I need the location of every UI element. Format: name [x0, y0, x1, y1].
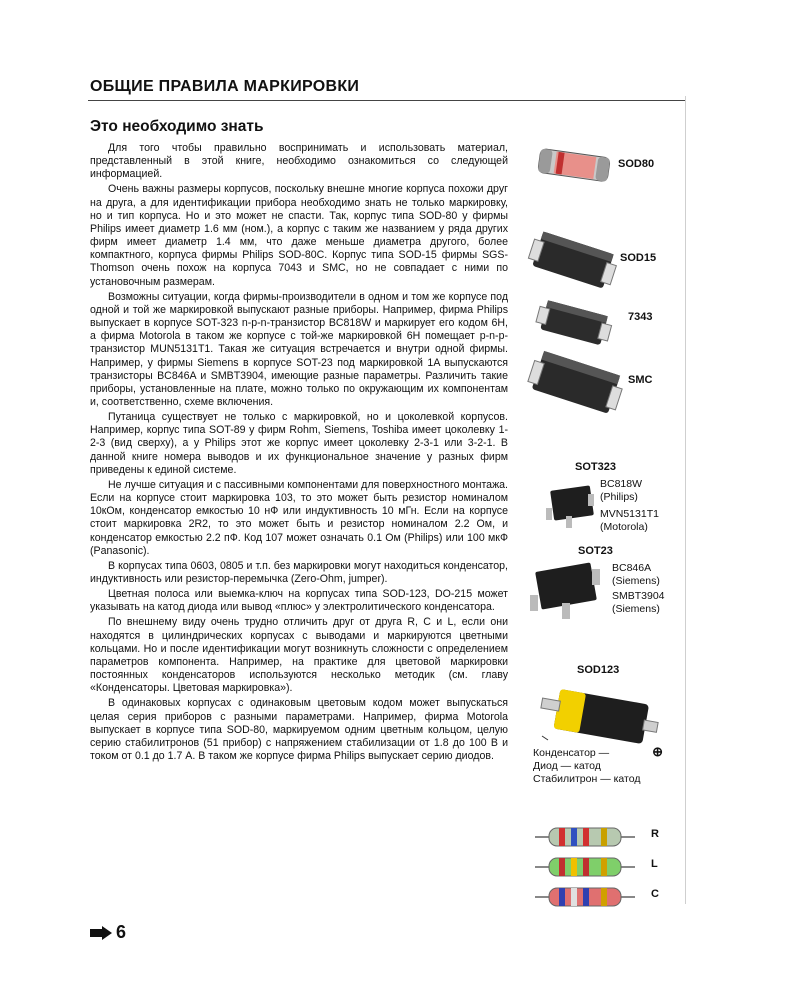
- sot323-part: MVN5131T1: [600, 508, 659, 520]
- sod123-note-capacitor: Конденсатор — ⊕: [533, 744, 663, 759]
- page-number: [90, 922, 126, 943]
- sot323-maker: (Philips): [600, 491, 638, 503]
- resistor-r-label: R: [651, 828, 659, 840]
- inductor-l-label: L: [651, 858, 658, 870]
- page-margin-rule: [685, 96, 686, 904]
- paragraph: Возможны ситуации, когда фирмы-производители в одном и том же корпусе под одной и той же маркировкой выпускают разные приборы. Например, фирма Philips выпускает в корпусе SOT-323 n-p-n-транзистор BC818W и маркирует его кодом 6H, а фирма Motorola в таком же корпусе с той-же маркировкой 6H помещает p-n-p-транзистор MUN5131T1. Такая же ситуация встречается и внутри одной фирмы. Например, у фирмы Siemens в корпусе SOT-23 под маркировкой 1A выпускаются транзисторы BC846A и SMBT3904, имеющие разные параметры. Различить такие приборы, установленные на плате, можно только по окружающим их компонентам и, соответственно, схеме включения.: [90, 290, 508, 408]
- plus-icon: ⊕: [652, 744, 663, 759]
- inductor-l-image: [535, 856, 635, 878]
- 7343-package-image: [535, 298, 615, 348]
- sod80-label: SOD80: [618, 158, 655, 170]
- sot323-maker: (Motorola): [600, 521, 648, 533]
- sod123-note-zener: Стабилитрон — катод: [533, 773, 641, 785]
- sot323-package-image: [540, 478, 600, 538]
- sod123-label: SOD123: [577, 664, 620, 676]
- sod80-package-image: [535, 145, 615, 190]
- page-title: ОБЩИЕ ПРАВИЛА МАРКИРОВКИ: [90, 78, 360, 95]
- paragraph: Цветная полоса или выемка-ключ на корпусах типа SOD-123, DO-215 может указывать на катод диода или вывод «плюс» у электролитического конденсатора.: [90, 588, 508, 614]
- sod15-package-image: [528, 230, 618, 290]
- sot23-part: SMBT3904: [612, 590, 665, 602]
- paragraph: Путаница существует не только с маркировкой, но и цоколевкой корпусов. Например, корпус типа SOT-89 у фирм Rohm, Siemens, Toshiba имеет цоколевку 1-2-3 (вид сверху), а у Philips этот же корпус имеет цоколевку 2-3-1 или 3-2-1. В данной книге номера выводов и их функциональное значение у разных фирм приведены к единой системе.: [90, 411, 508, 476]
- paragraph: В одинаковых корпусах с одинаковым цветовым кодом может выпускаться целая серия приборов с разными параметрами. Например, фирма Motorola выпускает в корпусе типа SOD-80, маркируемом одним цветным кольцом, целую серию стабилитронов (51 прибор) с напряжением стабилизации от 1.8 до 100 В и током от 0.1 до 1.7 А. В таком же корпусе фирма Philips выпускает серию диодов.: [90, 697, 508, 763]
- paragraph: Очень важны размеры корпусов, поскольку внешне многие корпуса похожи друг на друга, а для идентификации прибора необходимо знать не только маркировку, но и тип корпуса. Но и это может не спасти. Так, корпус типа SOD-80 у фирмы Philips имеет диаметр 1.6 мм (ном.), а корпус с таким же названием у ряда других фирм имеет диаметр 1.4 мм, что даже меньше диаметра другого, более компактного, корпуса фирмы Philips SOD-80C. Корпус типа SOD-15 фирмы SGS-Thomson очень похож на корпуса 7043 и SMC, но не совпадает с ними по установочным размерам.: [90, 183, 508, 288]
- 7343-label: 7343: [628, 311, 653, 323]
- arrow-right-icon: [90, 926, 112, 940]
- sod15-label: SOD15: [620, 252, 657, 264]
- sot323-part: BC818W: [600, 478, 643, 490]
- sod123-note-diode: Диод — катод: [533, 760, 601, 772]
- capacitor-c-label: C: [651, 888, 659, 900]
- resistor-r-image: [535, 826, 635, 848]
- section-subtitle: Это необходимо знать: [90, 118, 264, 135]
- sot23-label: SOT23: [578, 545, 613, 557]
- sod123-notes: [533, 745, 663, 786]
- page-number-value: 6: [116, 922, 127, 942]
- sot23-maker: (Siemens): [612, 575, 660, 587]
- sot23-package-image: [522, 555, 607, 625]
- body-text: [90, 142, 508, 765]
- sot23-maker: (Siemens): [612, 603, 660, 615]
- sot323-part-list: [600, 478, 659, 534]
- paragraph: Для того чтобы правильно воспринимать и использовать материал, представленный в этой книге, необходимо ознакомиться со следующей информацией.: [90, 142, 508, 181]
- paragraph: Не лучше ситуация и с пассивными компонентами для поверхностного монтажа. Если на корпусе стоит маркировка 103, то это может быть резистор номиналом 10кОм, конденсатор емкостью 10 нФ или индуктивность 10 мГн. Если на корпусе стоит маркировка 2R2, то это может быть и резистор номиналом 2.2 Ом, и конденсатор емкостью 2.2 пФ. Код 107 может означать 0.1 Ом (Philips) или 100 мкФ (Panasonic).: [90, 478, 508, 557]
- title-underline: [88, 100, 685, 101]
- sot23-part: BC846A: [612, 562, 652, 574]
- sot323-label: SOT323: [575, 461, 616, 473]
- paragraph: По внешнему виду очень трудно отличить друг от друга R, C и L, если они находятся в цилиндрических корпусах с выводами и маркируются цветными кольцами. Но и после идентификации могут возникнуть сложности с определением параметров компонента. Например, на практике для цветовой маркировки постоянных конденсаторов используются несколько методик (см. главу «Конденсаторы. Цветовая маркировка»).: [90, 616, 508, 695]
- sot23-part-list: [612, 562, 665, 616]
- smc-package-image: [528, 350, 623, 415]
- paragraph: В корпусах типа 0603, 0805 и т.п. без маркировки могут находиться конденсатор, индуктивность или резистор-перемычка (Zero-Ohm, jumper).: [90, 559, 508, 585]
- smc-label: SMC: [628, 374, 653, 386]
- capacitor-c-image: [535, 886, 635, 908]
